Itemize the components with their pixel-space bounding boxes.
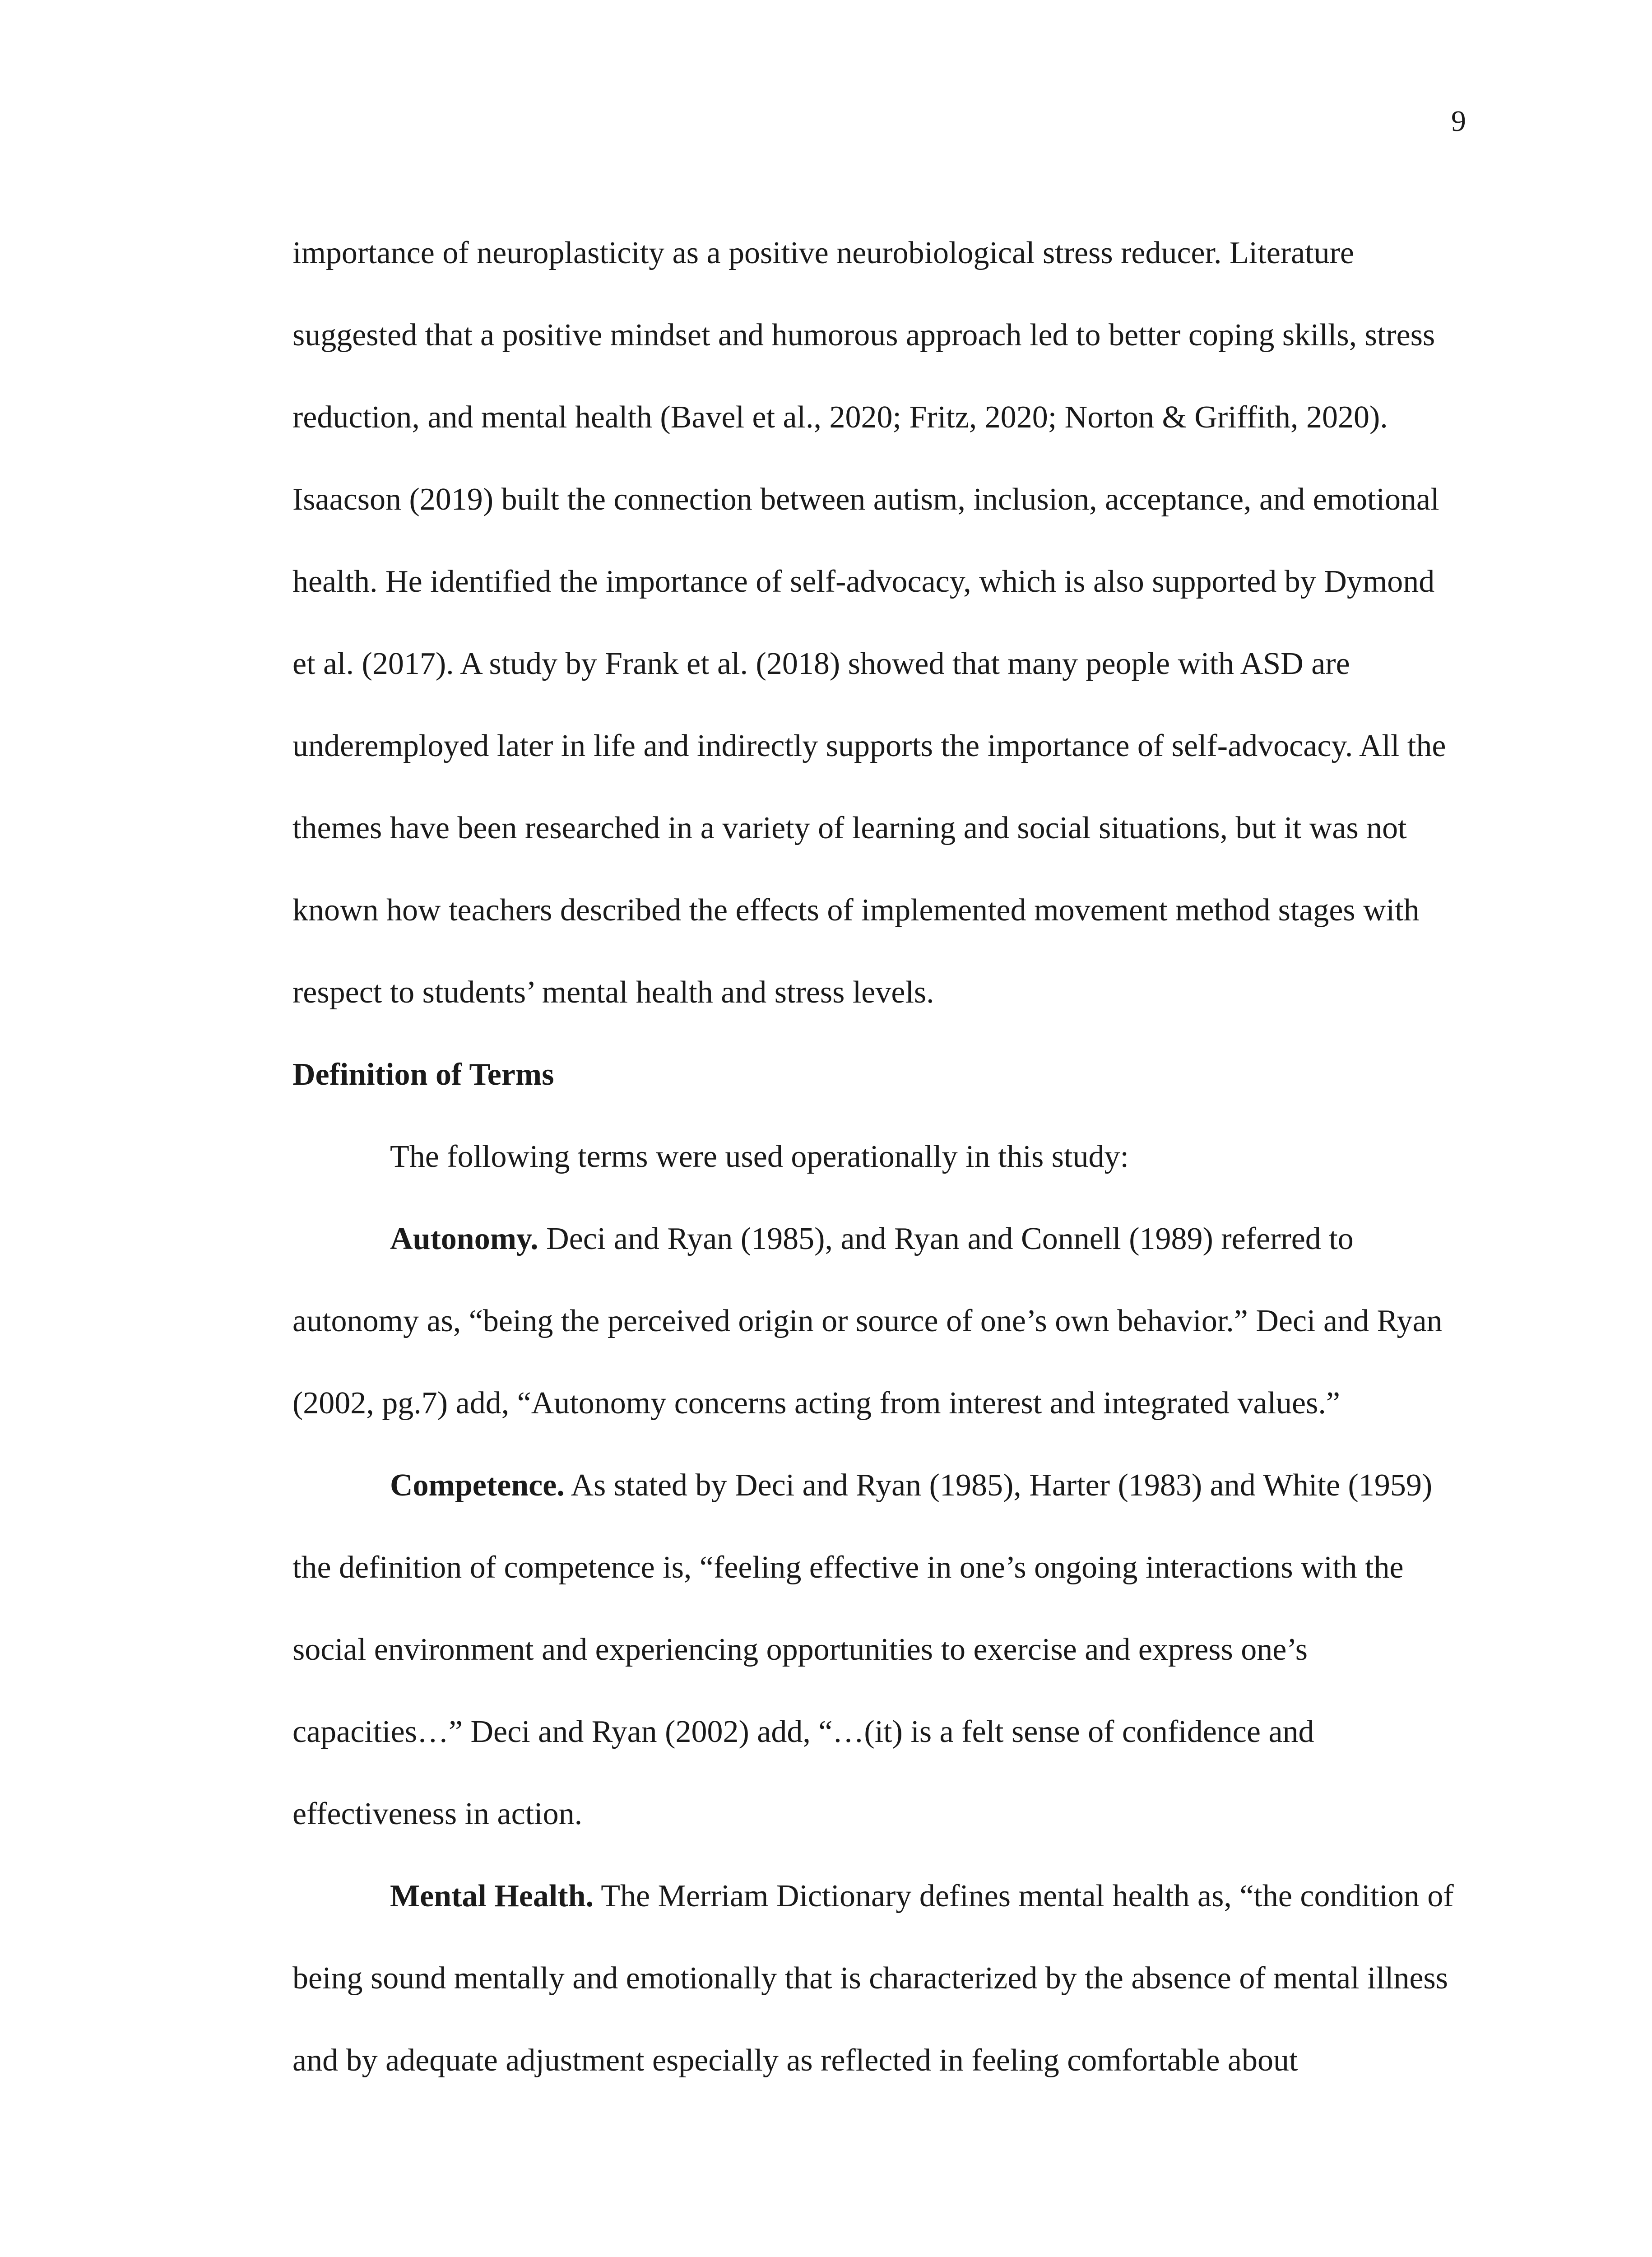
term-label: Mental Health.: [390, 1879, 594, 1913]
page-number: 9: [1451, 105, 1466, 138]
term-paragraph-mental-health: [292, 1855, 1459, 2102]
term-definition: The Merriam Dictionary defines mental health as, “the condition of being sound mentally and emotionally that is characterized by the absence of mental illness and by adequate adjustment especially as reflected in feeling comfortable about: [292, 1879, 1454, 2078]
term-label: Competence.: [390, 1468, 565, 1503]
term-definition: As stated by Deci and Ryan (1985), Harter (1983) and White (1959) the definition of competence is, “feeling effective in one’s ongoing interactions with the social environment and experiencing opportunities to exercise and express one’s capacities…” Deci and Ryan (2002) add, “…(it) is a felt sense of confidence and effectiveness in action.: [292, 1468, 1433, 1831]
section-heading: Definition of Terms: [292, 1057, 554, 1092]
terms-intro-paragraph: The following terms were used operationally in this study:: [390, 1139, 1129, 1174]
term-label: Autonomy.: [390, 1221, 538, 1256]
intro-paragraph: importance of neuroplasticity as a positive neurobiological stress reducer. Literature suggested that a positive mindset and humorous approach led to better coping skills, stress reduction, and mental health (Bavel et al., 2020; Fritz, 2020; Norton & Griffith, 2020). Isaacson (2019) built the connection between autism, inclusion, acceptance, and emotional health. He identified the importance of self-advocacy, which is also supported by Dymond et al. (2017). A study by Frank et al. (2018) showed that many people with ASD are underemployed later in life and indirectly supports the importance of self-advocacy. All the themes have been researched in a variety of learning and social situations, but it was not known how teachers described the effects of implemented movement method stages with respect to students’ mental health and stress levels.: [292, 236, 1446, 1010]
term-paragraph-autonomy: [292, 1198, 1459, 1444]
term-definition: Deci and Ryan (1985), and Ryan and Connell (1989) referred to autonomy as, “being the perceived origin or source of one’s own behavior.” Deci and Ryan (2002, pg.7) add, “Autonomy concerns acting from interest and integrated values.”: [292, 1221, 1443, 1421]
term-paragraph-competence: [292, 1444, 1459, 1855]
page-body: [292, 212, 1459, 2102]
